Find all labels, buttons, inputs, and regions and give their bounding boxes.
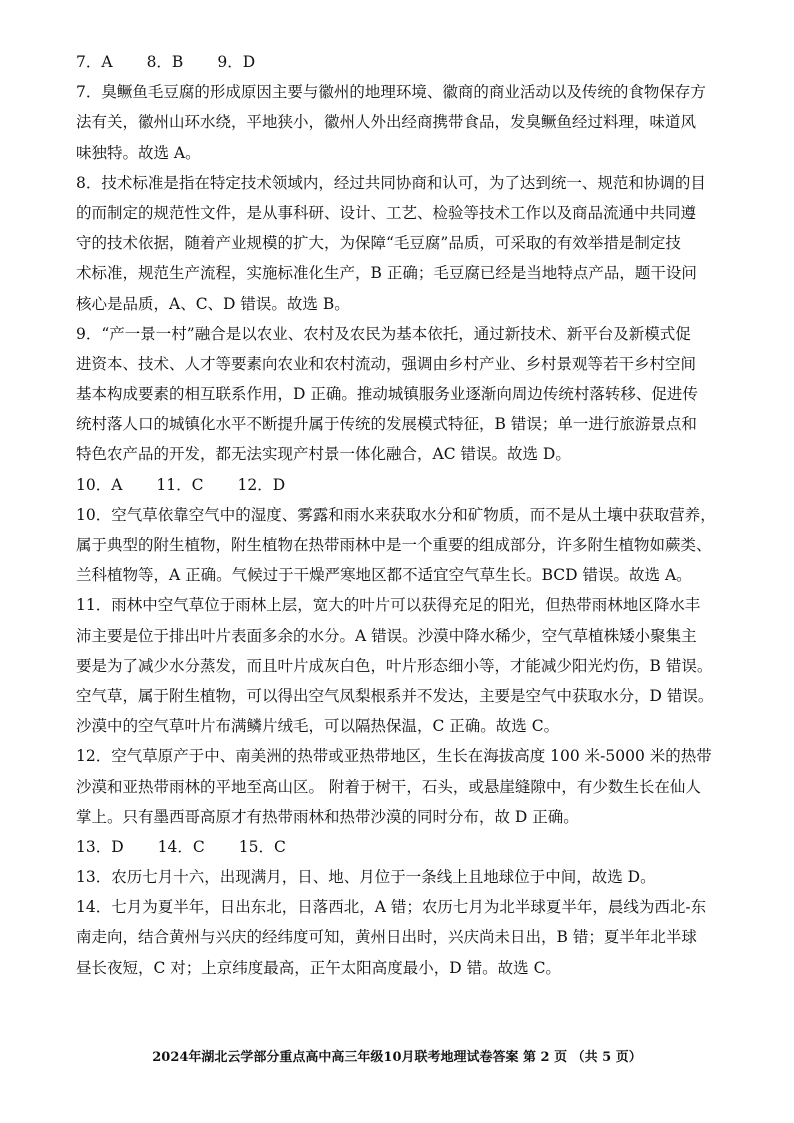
text-line: 核心是品质，A、C、D 错误。故选 B。 (76, 294, 350, 313)
text-line: 南走向，结合黄州与兴庆的经纬度可知，黄州日出时，兴庆尚未日出，B 错；夏半年北半球 (76, 928, 697, 947)
answer-content (76, 47, 744, 983)
text-line: 10．空气草依靠空气中的湿度、雾露和雨水来获取水分和矿物质，而不是从土壤中获取营养， (76, 505, 716, 524)
text-line: 味独特。故选 A。 (76, 143, 201, 162)
answer-key-row (76, 470, 744, 500)
answer-key-item: 14．C (157, 837, 205, 856)
text-line: 13．农历七月十六，出现满月，日、地、月位于一条线上且地球位于中间，故选 D。 (76, 868, 656, 887)
answer-key-item: 8．B (146, 53, 184, 71)
answer-key-item: 9．D (217, 53, 256, 71)
answer-key-item: 10．A (76, 475, 123, 494)
text-line: 法有关，徽州山环水绕，平地狭小，徽州人外出经商携带食品，发臭鳜鱼经过料理，味道风 (76, 113, 697, 132)
text-line: 要是为了减少水分蒸发，而且叶片成灰白色，叶片形态细小等，才能减少阳光灼伤，B 错误。 (76, 656, 713, 675)
text-line: 的而制定的规范性文件，是从事科研、设计、工艺、检验等技术工作以及商品流通中共同遵 (76, 203, 697, 222)
answer-key-item: 7．A (76, 53, 113, 71)
text-line: 沛主要是位于排出叶片表面多余的水分。A 错误。沙漠中降水稀少，空气草植株矮小聚集主 (76, 626, 697, 645)
text-line: 昼长夜短，C 对；上京纬度最高，正午太阳高度最小，D 错。故选 C。 (76, 958, 561, 977)
text-line: 9．“产一景一村”融合是以农业、农村及农民为基本依托，通过新技术、新平台及新模式促 (76, 324, 691, 343)
text-line: 7．臭鳜鱼毛豆腐的形成原因主要与徽州的地理环境、徽商的商业活动以及传统的食物保存方 (76, 83, 706, 102)
text-line: 兰科植物等，A 正确。气候过于干燥严寒地区都不适宜空气草生长。BCD 错误。故选 A。 (76, 566, 692, 585)
text-line: 术标准，规范生产流程，实施标准化生产，B 正确；毛豆腐已经是当地特点产品，题干设问 (76, 264, 697, 283)
text-line: 统村落人口的城镇化水平不断提升属于传统的发展模式特征，B 错误；单一进行旅游景点和 (76, 415, 697, 434)
answer-key-item: 15．C (238, 837, 286, 856)
page-footer: 2024年湖北云学部分重点高中高三年级10月联考地理试卷答案 第 2 页 （共 5 页） (152, 1050, 642, 1065)
text-line: 守的技术依据，随着产业规模的扩大，为保障“毛豆腐”品质，可采取的有效举措是制定技 (76, 234, 681, 253)
text-line: 掌上。只有墨西哥高原才有热带雨林和热带沙漠的同时分布，故 D 正确。 (76, 807, 579, 826)
text-line: 特色农产品的开发，都无法实现产村景一体化融合，AC 错误。故选 D。 (76, 445, 571, 464)
text-line: 12．空气草原产于中、南美洲的热带或亚热带地区，生长在海拔高度 100 米-5000 米的热带 (76, 747, 712, 766)
answer-key-item: 12．D (237, 475, 286, 494)
text-line: 基本构成要素的相互联系作用，D 正确。推动城镇服务业逐渐向周边传统村落转移、促进传 (76, 385, 698, 404)
text-line: 空气草，属于附生植物，可以得出空气凤梨根系并不发达，主要是空气中获取水分，D 错误。 (76, 686, 714, 705)
text-line: 沙漠和亚热带雨林的平地至高山区。 附着于树干，石头，或悬崖缝隙中，有少数生长在仙人 (76, 777, 701, 796)
text-line: 8．技术标准是指在特定技术领域内，经过共同协商和认可，为了达到统一、规范和协调的目 (76, 173, 706, 192)
text-line: 沙漠中的空气草叶片布满鳞片绒毛，可以隔热保温，C 正确。故选 C。 (76, 717, 560, 736)
text-line: 11．雨林中空气草位于雨林上层，宽大的叶片可以获得充足的阳光，但热带雨林地区降水丰 (76, 596, 701, 615)
text-line: 属于典型的附生植物，附生植物在热带雨林中是一个重要的组成部分，许多附生植物如蕨类、 (76, 536, 712, 554)
answer-key-row (76, 47, 744, 77)
answer-key-row (76, 832, 744, 862)
answer-key-item: 13．D (76, 837, 124, 856)
answer-key-item: 11．C (156, 475, 204, 494)
text-line: 进资本、技术、人才等要素向农业和农村流动，强调由乡村产业、乡村景观等若干乡村空间 (76, 354, 697, 373)
text-line: 14．七月为夏半年，日出东北，日落西北，A 错；农历七月为北半球夏半年，晨线为西北-东 (76, 898, 707, 917)
